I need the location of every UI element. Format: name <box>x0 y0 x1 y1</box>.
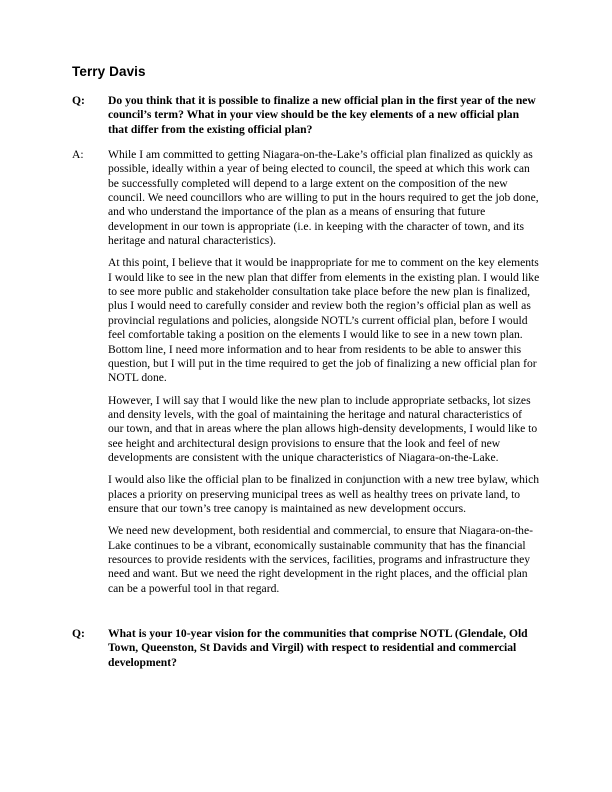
spacer-question-answer <box>72 137 540 148</box>
answer-block-1 <box>72 148 540 596</box>
question-label: Q: <box>72 94 85 107</box>
answer-label: A: <box>72 148 84 162</box>
answer-paragraph-1: While I am committed to getting Niagara-on-the-Lake’s official plan finalized as quickly as possible, ideally within a year of being elected to council, the speed at which this work can be successfully completed will depend to a large extent on the composition of the new council. We need councillors who are willing to put in the hours required to get the job done, and who understand the importance of the plan as a means of ensuring that future development in our town is appropriate (i.e. in keeping with the character of town, and its heritage and natural characteristics). <box>108 148 539 248</box>
answer-paragraph-2: At this point, I believe that it would be inappropriate for me to comment on the key elements I would like to see in the new plan that differ from elements in the existing plan. I would like to see more public and stakeholder consultation take place before the new plan is finalized, plus I would need to carefully consider and review both the region’s official plan as well as provincial regulations and policies, alongside NOTL’s current official plan, before I would feel comfortable taking a position on the elements I would like to see in a new town plan. Bottom line, I need more information and to hear from residents to be able to answer this question, but I will put in the time required to get the job of finalizing a new official plan for NOTL done. <box>108 256 540 385</box>
answer-paragraph-3: However, I will say that I would like the new plan to include appropriate setbacks, lot sizes and density levels, with the goal of maintaining the heritage and natural characteristics of our town, and that in areas where the plan allows high-density developments, I would like to see height and architectural design provisions to ensure that the look and feel of new developments are consistent with the unique characteristics of Niagara-on-the-Lake. <box>108 393 538 464</box>
document-page <box>72 64 540 670</box>
question-label: Q: <box>72 627 85 640</box>
question-block-1 <box>72 94 540 137</box>
answer-text-1 <box>108 148 540 596</box>
spacer-answer-question <box>72 596 540 627</box>
answer-paragraph-5: We need new development, both residential and commercial, to ensure that Niagara-on-the-Lake continues to be a vibrant, economically sustainable community that has the financial resources to provide residents with the services, facilities, programs and infrastructure they need and want. But we need the right development in the right places, and the official plan can be a powerful tool in that regard. <box>108 524 533 595</box>
question-text-1: Do you think that it is possible to finalize a new official plan in the first year of the new council’s term? What in your view should be the key elements of a new official plan that differ from the existing official plan? <box>108 94 536 136</box>
answer-paragraph-4: I would also like the official plan to be finalized in conjunction with a new tree bylaw, which places a priority on preserving municipal trees as well as healthy trees on private land, to ensure that our town’s tree canopy is maintained as new development occurs. <box>108 473 540 515</box>
page-title: Terry Davis <box>72 64 146 79</box>
question-text-2: What is your 10-year vision for the communities that comprise NOTL (Glendale, Old Town, Queenston, St Davids and Virgil) with respect to residential and commercial development? <box>108 627 528 669</box>
question-block-2 <box>72 627 540 670</box>
